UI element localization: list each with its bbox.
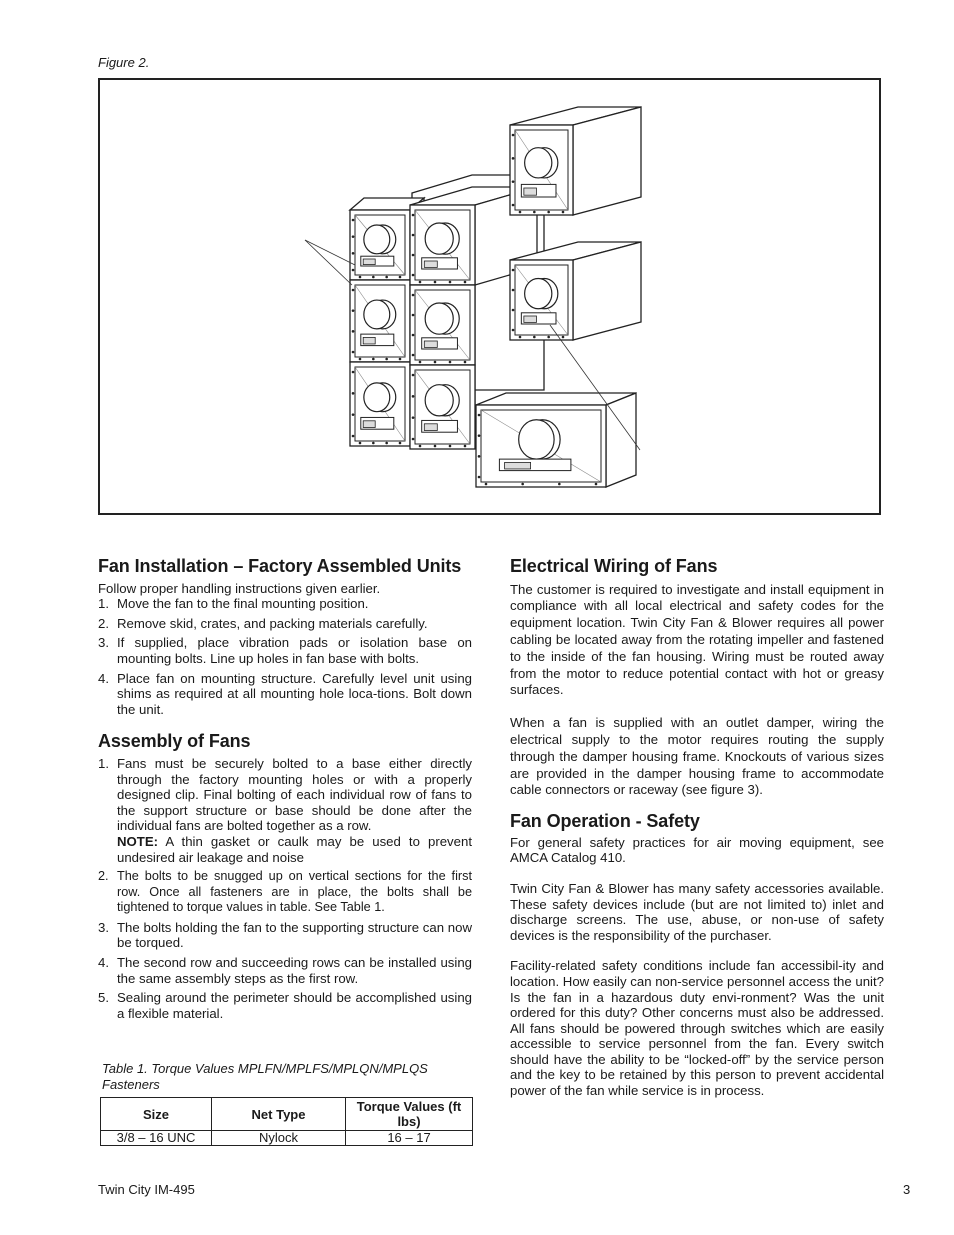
installation-intro: Follow proper handling instructions given earlier. bbox=[98, 580, 381, 596]
safety-paragraph-3: Facility-related safety conditions include fan accessibil-ity and location. How easily can non-service personnel access the unit? Is the fan in a hazardous duty envi-ronment? Was the unit ordered for this duty? Other concerns must also be addressed. All fans should be powered through switches which are easily accessible to service personnel from the fan. Every switch should have the ability to be “locked-off” by the service person and the key to be retained by this person to prevent accidental power of the fan while service is in process. bbox=[510, 958, 884, 1099]
table-caption: Table 1. Torque Values MPLFN/MPLFS/MPLQN/MPLQS Fasteners bbox=[102, 1061, 428, 1092]
safety-paragraph-1: For general safety practices for air moving equipment, see AMCA Catalog 410. bbox=[510, 834, 884, 866]
fan-assembly-illustration bbox=[100, 80, 881, 515]
leader-line-left bbox=[305, 240, 355, 265]
fan-upper-detached-side bbox=[573, 107, 641, 215]
col-header-size: Size bbox=[101, 1098, 212, 1131]
table-header-row bbox=[101, 1098, 473, 1131]
list-item: 3. If supplied, place vibration pads or isolation base on mounting bolts. Line up holes in fan base with bolts. bbox=[98, 635, 472, 666]
list-item: 2. Remove skid, crates, and packing materials carefully. bbox=[98, 615, 428, 631]
footer-document-id: Twin City IM-495 bbox=[98, 1182, 195, 1197]
cell-torque: 16 – 17 bbox=[346, 1131, 473, 1146]
table-row bbox=[101, 1131, 473, 1146]
wiring-paragraph-1: The customer is required to investigate and install equipment in compliance with all local electrical and safety codes for the equipment location. Twin City Fan & Blower requires all power cabling be located away from the rotating impeller and fastened to the inside of the fan housing. Wiring must be routed away from the motor to reduce potential contact with hot or greasy surfaces. bbox=[510, 581, 884, 698]
figure-caption: Figure 2. bbox=[98, 55, 150, 70]
fan-middle-detached-side bbox=[573, 242, 641, 340]
figure-frame bbox=[98, 78, 881, 515]
torque-table bbox=[100, 1097, 473, 1146]
list-item: 4. Place fan on mounting structure. Carefully level unit using shims as required at all mounting hole loca-tions. Bolt down the unit. bbox=[98, 670, 472, 717]
col-header-net-type: Net Type bbox=[212, 1098, 346, 1131]
heading-assembly: Assembly of Fans bbox=[98, 731, 251, 752]
list-item: 4. The second row and succeeding rows can be installed using the same assembly steps as the first row. bbox=[98, 955, 472, 986]
installation-steps bbox=[98, 596, 472, 717]
assembly-steps bbox=[98, 756, 472, 1022]
col-header-torque: Torque Values (ft lbs) bbox=[346, 1098, 473, 1131]
cell-net-type: Nylock bbox=[212, 1131, 346, 1146]
fan-lower-large-side bbox=[606, 393, 636, 487]
page-number: 3 bbox=[903, 1182, 911, 1197]
list-item: 1. Move the fan to the final mounting position. bbox=[98, 596, 369, 612]
right-column bbox=[510, 556, 884, 1099]
list-item: 2. The bolts to be snugged up on vertical sections for the first row. Once all fasteners are in place, the bolts shall be tightened to torque values in table. See Table 1. bbox=[98, 869, 472, 915]
list-item: 5. Sealing around the perimeter should be accomplished using a flexible material. bbox=[98, 990, 472, 1021]
heading-electrical-wiring: Electrical Wiring of Fans bbox=[510, 556, 718, 576]
left-column bbox=[98, 556, 472, 1025]
heading-fan-installation: Fan Installation – Factory Assembled Units bbox=[98, 556, 462, 576]
cell-size: 3/8 – 16 UNC bbox=[101, 1131, 212, 1146]
note: NOTE: A thin gasket or caulk may be used to prevent undesired air leakage and noise bbox=[117, 833, 472, 865]
safety-paragraph-2: Twin City Fan & Blower has many safety accessories available. These safety devices include (but are not limited to) inlet and discharge screens. The use, abuse, or non-use of safety devices is the responsibility of the purchaser. bbox=[510, 880, 884, 943]
wiring-paragraph-2: When a fan is supplied with an outlet damper, wiring the electrical supply to the motor requires routing the supply through the damper housing frame. Knockouts of various sizes are provided in the damper housing frame to accommodate cable connectors or raceway (see figure 3). bbox=[510, 715, 884, 798]
heading-fan-operation-safety: Fan Operation - Safety bbox=[510, 811, 700, 832]
list-item: 3. The bolts holding the fan to the supporting structure can now be torqued. bbox=[98, 919, 472, 951]
list-item: 1. Fans must be securely bolted to a base either directly through the factory mounting holes or with a properly designed clip. Final bolting of each individual row of fans to the support structure or base should be done after the individual fans are bolted together as a row. NOTE: A thin gasket or caulk may be used to prevent undesired air leakage and noise bbox=[98, 755, 472, 865]
